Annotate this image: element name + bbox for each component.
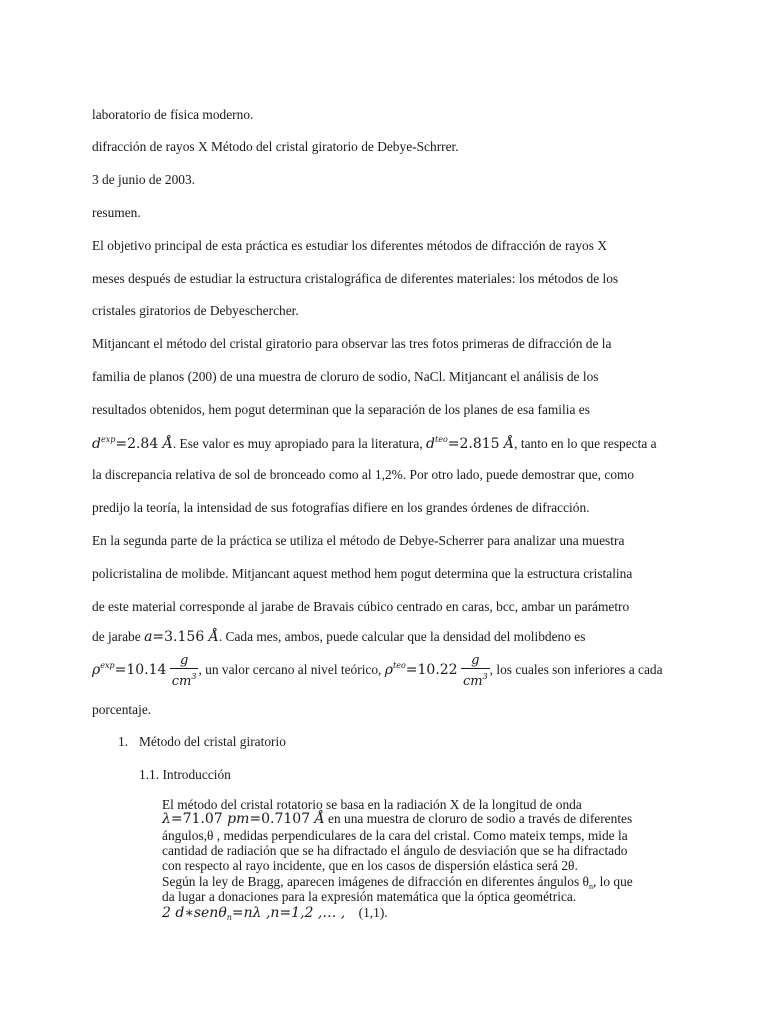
intro-line: cantidad de radiación que se ha difractado el ángulo de desviación que se ha difractado xyxy=(162,843,628,858)
paragraph-line: meses después de estudiar la estructura cristalográfica de diferentes materiales: los métodos de los xyxy=(92,271,619,286)
bragg-equation: 2 d∗senθ$_n$=nλ ,n=1,2 ,… , xyxy=(162,905,346,922)
density-unit-fraction: $\frac{g}{cm^3}$ xyxy=(171,652,197,689)
paragraph-line: la discrepancia relativa de sol de bronceado como al 1,2%. Por otro lado, puede demostrar que, como xyxy=(92,467,635,482)
intro-line: da lugar a donaciones para la expresión matemática que la óptica geométrica. xyxy=(162,889,577,904)
lab-heading: laboratorio de física moderno. xyxy=(92,107,254,122)
paragraph-line: predijo la teoría, la intensidad de sus fotografías difiere en los grandes órdenes de difracción. xyxy=(92,500,590,515)
section-title: Método del cristal giratorio xyxy=(139,734,286,749)
paragraph-line: porcentaje. xyxy=(92,702,152,717)
d-exp-formula: $d^{exp}=2.84$ Å xyxy=(92,435,173,452)
document-date: 3 de junio de 2003. xyxy=(92,172,196,187)
bragg-equation-line xyxy=(162,905,388,925)
wavelength-formula: λ=71.07 pm=0.7107 Å xyxy=(162,811,325,827)
lattice-parameter-formula: a=3.156 Å xyxy=(144,629,219,645)
density-line: $\rho^{exp}=10.14$ $\frac{g}{cm^3}$ , un valor cercano al nivel teórico, $\rho^{teo}=10.22$ $\frac{g}{cm^3}$ , los cuales son inferiores a cada xyxy=(92,652,663,689)
resumen-heading: resumen. xyxy=(92,205,141,220)
lattice-parameter-line: de jarabe a=3.156 Å. Cada mes, ambos, puede calcular que la densidad del molibdeno es xyxy=(92,629,586,645)
paragraph-line: Mitjancant el método del cristal giratorio para observar las tres fotos primeras de difracción de la xyxy=(92,336,612,351)
intro-line: con respecto al rayo incidente, que en los casos de dispersión elástica será 2θ. xyxy=(162,858,578,873)
intro-line: ángulos,θ , medidas perpendiculares de la cara del cristal. Como mateix temps, mide la xyxy=(162,828,628,843)
subsection-title: Introducción xyxy=(162,767,231,782)
subsection-heading xyxy=(139,767,231,783)
equation-number: (1,1). xyxy=(358,905,388,920)
paragraph-line: de este material corresponde al jarabe de Bravais cúbico centrado en caras, bcc, ambar un parámetro xyxy=(92,599,630,614)
paragraph-line: resultados obtenidos, hem pogut determinan que la separación de los planes de esa familia es xyxy=(92,402,590,417)
rho-teo-formula: $\rho^{teo}=10.22$ xyxy=(384,661,458,678)
paragraph-line: El objetivo principal de esta práctica es estudiar los diferentes métodos de difracción de rayos X xyxy=(92,238,607,253)
section-number: 1. xyxy=(118,734,129,749)
density-unit-fraction: $\frac{g}{cm^3}$ xyxy=(462,652,488,689)
paragraph-line: familia de planos (200) de una muestra de cloruro de sodio, NaCl. Mitjancant el análisis de los xyxy=(92,369,599,384)
d-values-line: $d^{exp}=2.84$ Å. Ese valor es muy apropiado para la literatura, $d^{teo}=2.815$ Å, tanto en lo que respecta a xyxy=(92,435,657,452)
intro-line: Según la ley de Bragg, aparecen imágenes de difracción en diferentes ángulos $\theta_n$, lo que xyxy=(162,874,633,891)
intro-line: El método del cristal rotatorio se basa en la radiación X de la longitud de onda xyxy=(162,797,582,812)
paragraph-line: policristalina de molibde. Mitjancant aquest method hem pogut determina que la estructura cristalina xyxy=(92,566,633,581)
document-title: difracción de rayos X Método del cristal giratorio de Debye-Schrrer. xyxy=(92,139,459,154)
wavelength-line: λ=71.07 pm=0.7107 Å en una muestra de cloruro de sodio a través de diferentes xyxy=(162,811,633,827)
rho-exp-formula: $\rho^{exp}=10.14$ xyxy=(92,661,167,678)
paragraph-line: cristales giratorios de Debyeschercher. xyxy=(92,303,299,318)
paragraph-line: En la segunda parte de la práctica se utiliza el método de Debye-Scherrer para analizar una muestra xyxy=(92,533,625,548)
subsection-number: 1.1. xyxy=(139,767,160,782)
d-teo-formula: $d^{teo}=2.815$ Å xyxy=(426,435,515,452)
